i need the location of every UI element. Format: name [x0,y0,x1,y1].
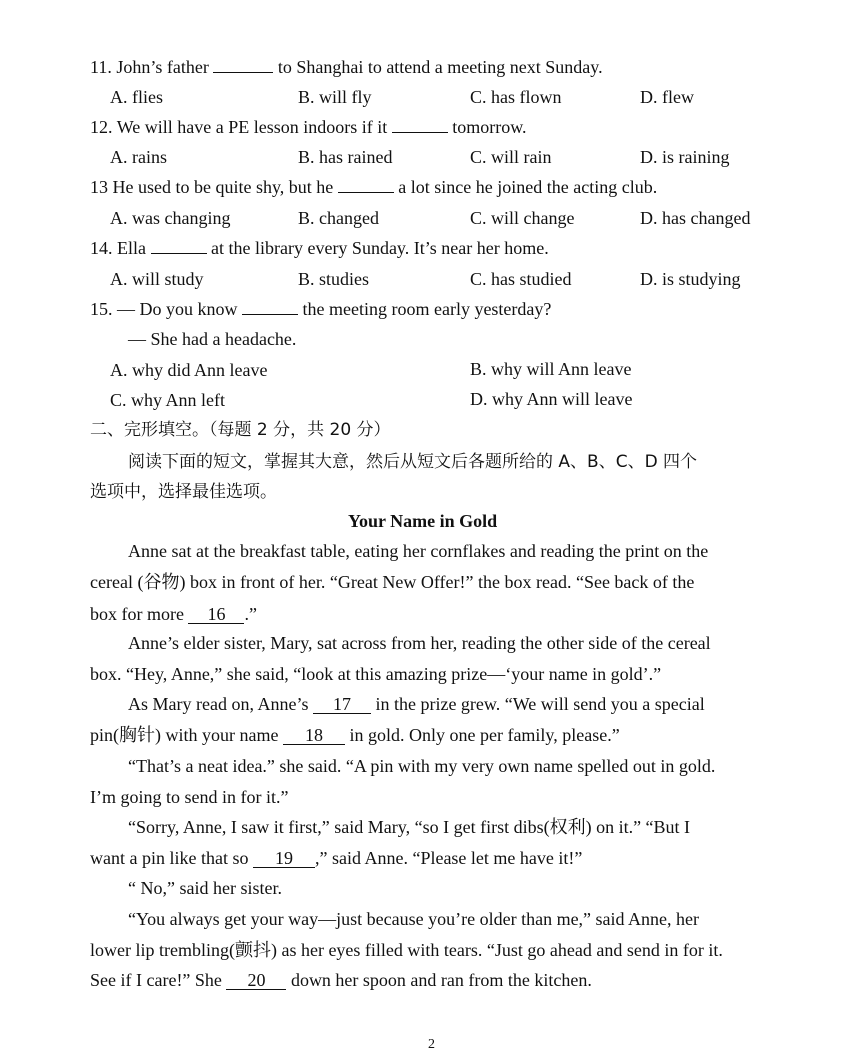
passage-text: in gold. Only one per family, please.” [349,725,620,745]
blank-18: 18 [283,726,345,745]
question-15-reply: — She had a headache. [128,329,297,349]
option-c: C. why Ann left [110,390,225,410]
passage-line [90,969,592,991]
passage-title: Your Name in Gold [348,511,498,531]
page-number: 2 [428,1037,435,1052]
option-a: A. flies [110,87,163,107]
passage-line: Anne’s elder sister, Mary, sat across from her, reading the other side of the cereal [128,633,711,653]
passage-line: cereal (谷物) box in front of her. “Great New Offer!” the box read. “See back of the [90,572,695,592]
question-11 [90,56,603,78]
passage-line: “ No,” said her sister. [128,878,282,898]
question-number: 11. [90,57,112,77]
passage-line: Anne sat at the breakfast table, eating her cornflakes and reading the print on the [128,541,709,561]
answer-blank [213,56,273,73]
passage-text: pin(胸针) with your name [90,725,279,745]
option-a: A. rains [110,147,167,167]
section-heading: 二、完形填空。（每题 2 分，共 20 分） [90,420,391,440]
question-number: 14. [90,238,113,258]
passage-line [90,847,582,869]
passage-text: See if I care!” She [90,970,222,990]
option-d: D. is raining [640,147,730,167]
question-stem-after: to Shanghai to attend a meeting next Sunday. [277,57,603,77]
option-d: D. flew [640,87,694,107]
option-c: C. has flown [470,87,562,107]
question-stem-after: the meeting room early yesterday? [302,299,552,319]
passage-text: .” [244,604,257,624]
option-c: C. has studied [470,269,572,289]
option-b: B. has rained [298,147,393,167]
question-stem-before: John’s father [116,57,209,77]
question-number: 12. [90,117,113,137]
question-stem-before: Ella [117,238,146,258]
passage-text: down her spoon and ran from the kitchen. [290,970,592,990]
blank-17: 17 [313,695,371,714]
passage-line: I’m going to send in for it.” [90,787,289,807]
blank-19: 19 [253,849,315,868]
question-13 [90,176,657,198]
option-c: C. will rain [470,147,552,167]
answer-blank [392,116,448,133]
question-stem-before: We will have a PE lesson indoors if it [116,117,388,137]
passage-text: in the prize grew. “We will send you a special [375,694,705,714]
question-number: 15. [90,299,113,319]
passage-text: want a pin like that so [90,848,249,868]
option-b: B. studies [298,269,370,289]
section-instruction: 阅读下面的短文，掌握其大意，然后从短文后各题所给的 A、B、C、D 四个 [128,452,698,472]
passage-line [90,603,257,625]
answer-blank [338,176,394,193]
passage-line: “That’s a neat idea.” she said. “A pin with my very own name spelled out in gold. [128,756,716,776]
question-stem-before: He used to be quite shy, but he [112,177,334,197]
question-14 [90,237,549,259]
blank-20: 20 [226,971,286,990]
passage-line: “Sorry, Anne, I saw it first,” said Mary, “so I get first dibs(权利) on it.” “But I [128,817,691,837]
passage-text: ,” said Anne. “Please let me have it!” [314,848,583,868]
passage-line: “You always get your way—just because you’re older than me,” said Anne, her [128,909,700,929]
section-instruction-cont: 选项中，选择最佳选项。 [90,482,277,502]
question-stem-before: — Do you know [117,299,238,319]
option-a: A. why did Ann leave [110,360,268,380]
passage-line: lower lip trembling(颤抖) as her eyes filled with tears. “Just go ahead and send in for it. [90,940,723,960]
option-c: C. will change [470,208,575,228]
question-stem-after: a lot since he joined the acting club. [398,177,658,197]
question-15 [90,298,551,320]
answer-blank [151,237,207,254]
question-number: 13 [90,177,108,197]
question-stem-after: tomorrow. [452,117,527,137]
question-stem-after: at the library every Sunday. It’s near her home. [211,238,549,258]
passage-line [90,724,620,746]
blank-16: 16 [188,605,244,624]
passage-line [128,693,705,715]
option-b: B. changed [298,208,379,228]
option-b: B. will fly [298,87,372,107]
answer-blank [242,298,298,315]
option-d: D. is studying [640,269,741,289]
option-d: D. why Ann will leave [470,389,633,409]
passage-text: As Mary read on, Anne’s [128,694,309,714]
question-12 [90,116,527,138]
option-d: D. has changed [640,208,751,228]
option-a: A. will study [110,269,204,289]
passage-line: box. “Hey, Anne,” she said, “look at this amazing prize—‘your name in gold’.” [90,664,662,684]
passage-text: box for more [90,604,184,624]
option-a: A. was changing [110,208,231,228]
option-b: B. why will Ann leave [470,359,632,379]
